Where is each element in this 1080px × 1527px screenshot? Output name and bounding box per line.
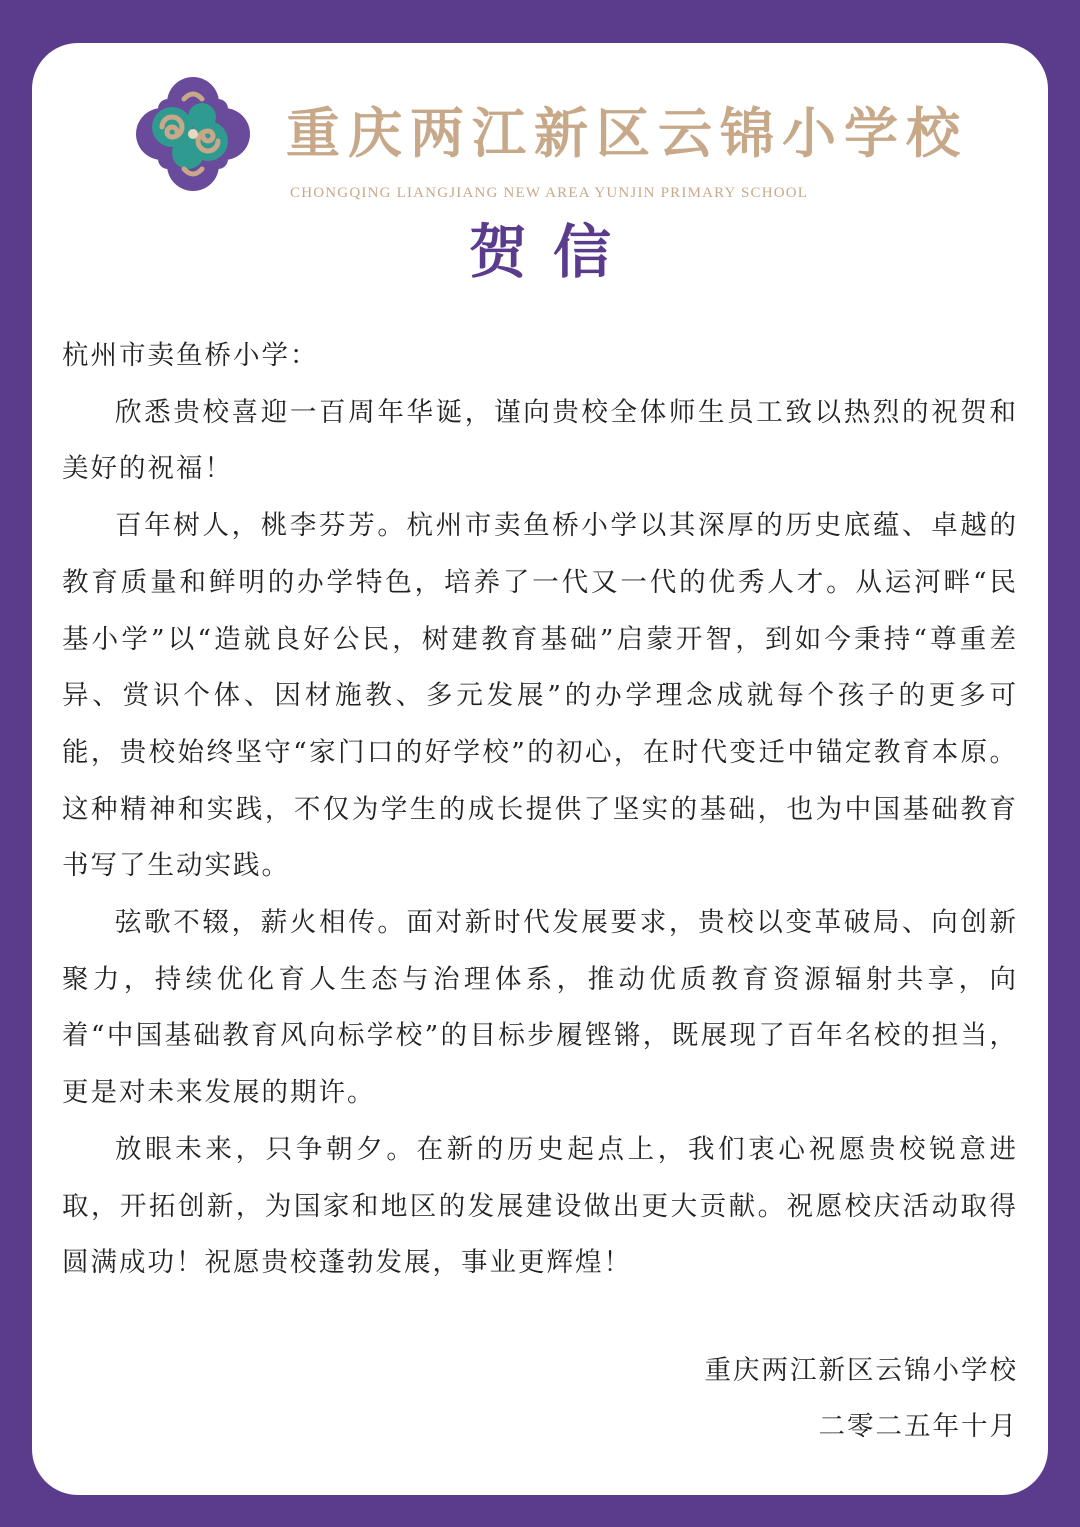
letter-body	[62, 328, 1018, 1292]
letter-card	[32, 43, 1048, 1495]
school-name-chinese: 重庆两江新区云锦小学校	[286, 101, 968, 165]
school-logo	[128, 69, 968, 201]
paragraph-4: 放眼未来，只争朝夕。在新的历史起点上，我们衷心祝愿贵校锐意进取，开拓创新，为国家和地区的发展建设做出更大贡献。祝愿校庆活动取得圆满成功！祝愿贵校蓬勃发展，事业更辉煌！	[62, 1133, 1018, 1279]
salutation: 杭州市卖鱼桥小学：	[62, 340, 319, 371]
signature-organization: 重庆两江新区云锦小学校	[704, 1355, 1018, 1386]
signature-block	[705, 1343, 1019, 1455]
paragraph-1: 欣悉贵校喜迎一百周年华诞，谨向贵校全体师生员工致以热烈的祝贺和美好的祝福！	[62, 396, 1018, 485]
auspicious-cloud-emblem-icon	[128, 69, 258, 199]
school-name-english: CHONGQING LIANGJIANG NEW AREA YUNJIN PRIMARY SCHOOL	[290, 185, 809, 201]
signature-date: 二零二五年十月	[818, 1411, 1018, 1442]
paragraph-3: 弦歌不辍，薪火相传。面对新时代发展要求，贵校以变革破局、向创新聚力，持续优化育人生态与治理体系，推动优质教育资源辐射共享，向着“中国基础教育风向标学校”的目标步履铿锵，既展现了百年名校的担当，更是对未来发展的期许。	[62, 907, 1018, 1109]
letter-title: 贺信	[468, 218, 637, 286]
paragraph-2: 百年树人，桃李芬芳。杭州市卖鱼桥小学以其深厚的历史底蕴、卓越的教育质量和鲜明的办学特色，培养了一代又一代的优秀人才。从运河畔“民基小学”以“造就良好公民，树建教育基础”启蒙开智，到如今秉持“尊重差异、赏识个体、因材施教、多元发展”的办学理念成就每个孩子的更多可能，贵校始终坚守“家门口的好学校”的初心，在时代变迁中锚定教育本原。这种精神和实践，不仅为学生的成长提供了坚实的基础，也为中国基础教育书写了生动实践。	[62, 510, 1018, 882]
